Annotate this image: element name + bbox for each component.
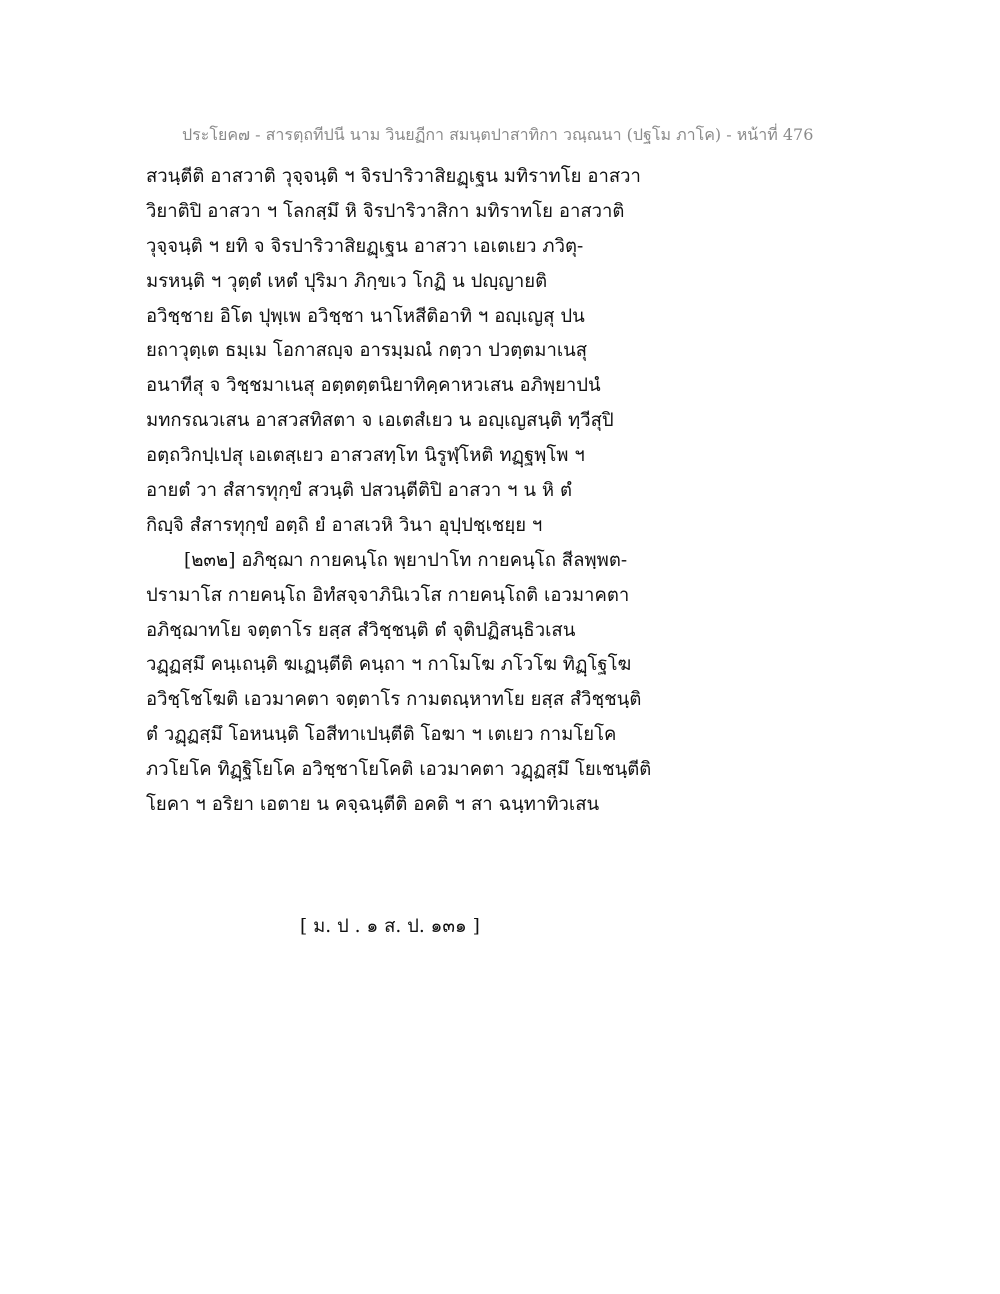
text-line: ตํ วฏฺฏสฺมึ โอหนนฺติ โอสีทาเปนฺตีติ โอฆา ฯ เตเยว กามโยโค	[146, 724, 617, 746]
text-line: ภวโยโค ทิฏฺฐิโยโค อวิชฺชาโยโคติ เอวมาคตา วฏฺฏสฺมึ โยเชนฺตีติ	[146, 759, 652, 781]
text-line: โยคา ฯ อริยา เอตาย น คจฺฉนฺตีติ อคติ ฯ สา ฉนฺทาทิวเสน	[146, 794, 600, 816]
text-line: อวิชฺชาย อิโต ปุพฺเพ อวิชฺชา นาโหสีติอาทิ ฯ อญฺเญสุ ปน	[146, 305, 585, 327]
text-line: อนาทีสุ จ วิชฺชมาเนสุ อตฺตตฺตนิยาทิคฺคาหวเสน อภิพฺยาปนํ	[146, 375, 601, 397]
text-line: วฏฺฏสฺมึ คนฺเถนฺติ ฆเฏนฺตีติ คนฺถา ฯ กาโมโฆ ภโวโฆ ทิฏฺโฐโฆ	[146, 654, 632, 676]
text-line: อตฺถวิกปฺเปสุ เอเตสฺเยว อาสวสทฺโท นิรูฬฺโหติ ทฏฺฐพฺโพ ฯ	[146, 445, 585, 467]
text-line: มรหนฺติ ฯ วุตฺตํ เหตํ ปุริมา ภิกฺขเว โกฏิ น ปญฺญายติ	[146, 270, 548, 292]
text-line: ปรามาโส กายคนฺโถ อิทํสจฺจาภินิเวโส กายคนฺโถติ เอวมาคตา	[146, 584, 630, 606]
paragraph-first-line: [๒๓๒] อภิชฺฌา กายคนฺโถ พฺยาปาโท กายคนฺโถ สีลพฺพต-	[184, 549, 628, 571]
cross-reference: [ ม. ป . ๑ ส. ป. ๑๓๑ ]	[300, 916, 480, 937]
text-line: อวิชฺโชโฆติ เอวมาคตา จตฺตาโร กามตณฺหาทโย ยสฺส สํวิชฺชนฺติ	[146, 689, 642, 711]
text-line: อายตํ วา สํสารทุกฺขํ สวนฺติ ปสวนฺตีติปิ อาสวา ฯ น หิ ตํ	[146, 480, 572, 502]
text-line: วิยาติปิ อาสวา ฯ โลกสฺมึ หิ จิรปาริวาสิกา มทิราทโย อาสวาติ	[146, 200, 625, 222]
text-line: มทกรณวเสน อาสวสทิสตา จ เอเตสํเยว น อญฺเญสนฺติ ทฺวีสุปิ	[146, 410, 614, 432]
text-line: กิญฺจิ สํสารทุกฺขํ อตฺถิ ยํ อาสเวหิ วินา อุปฺปชฺเชยฺย ฯ	[146, 514, 543, 536]
text-line: วุจฺจนฺติ ฯ ยทิ จ จิรปาริวาสิยฏฺเฐน อาสวา เอเตเยว ภวิตุ-	[146, 235, 584, 257]
text-line: อภิชฺฌาทโย จตฺตาโร ยสฺส สํวิชฺชนฺติ ตํ จุติปฏิสนฺธิวเสน	[146, 619, 576, 641]
running-header: ประโยค๗ - สารตฺถทีปนี นาม วินยฏีกา สมนฺตปาสาทิกา วณฺณนา (ปฐโม ภาโค) - หน้าที่ 476	[182, 125, 814, 144]
text-line: ยถาวุตฺเต ธมฺเม โอกาสญฺจ อารมฺมณํ กตฺวา ปวตฺตมาเนสุ	[146, 340, 588, 362]
text-line: สวนฺตีติ อาสวาติ วุจฺจนฺติ ฯ จิรปาริวาสิยฏฺเฐน มทิราทโย อาสวา	[146, 166, 641, 187]
body-text	[146, 160, 666, 823]
